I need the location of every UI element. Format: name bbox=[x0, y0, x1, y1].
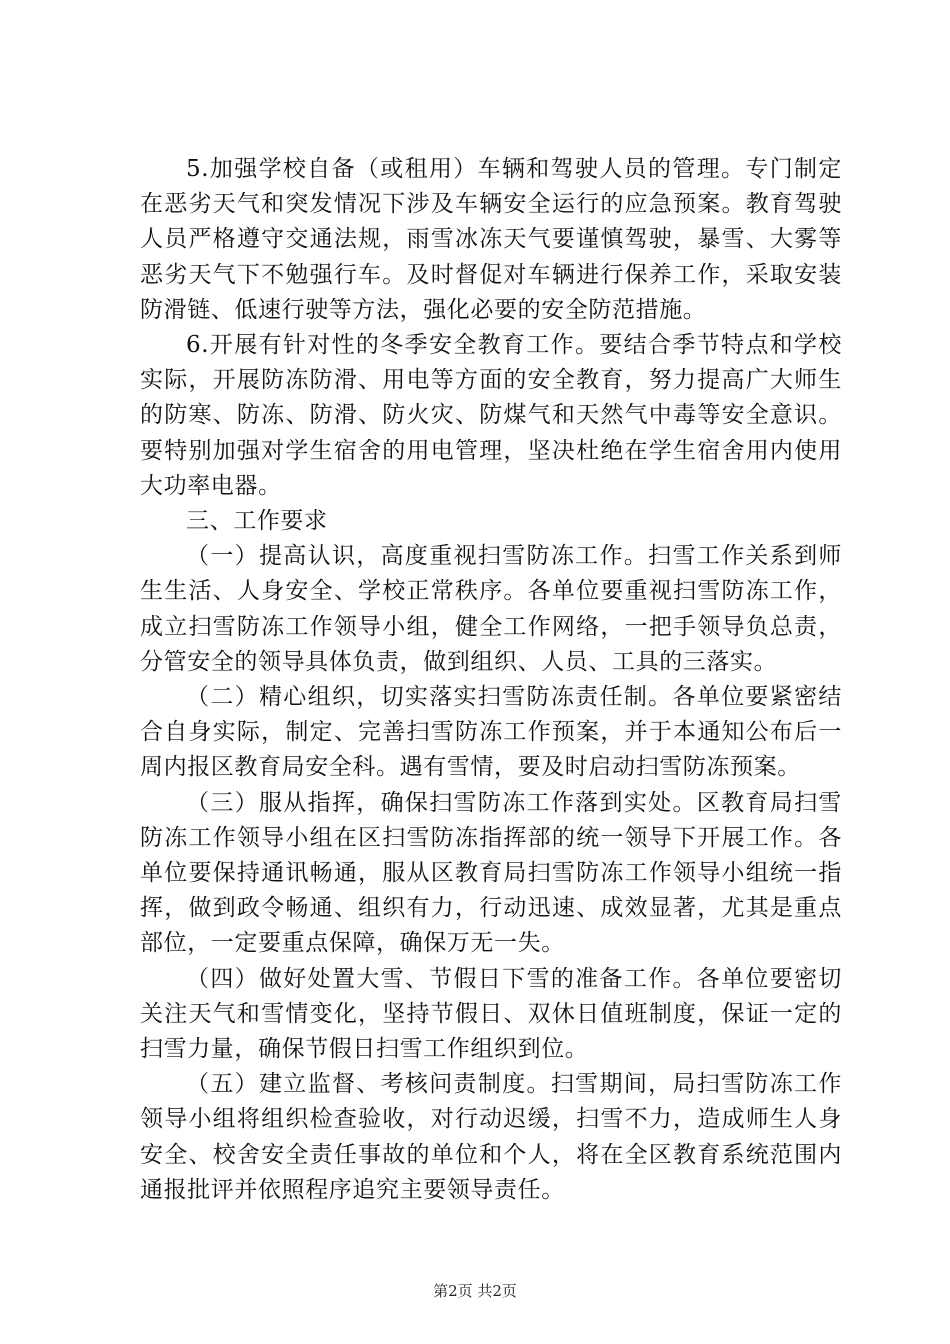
section-heading-work-requirements: 三、工作要求 bbox=[186, 508, 328, 535]
paragraph-requirement-4: （四）做好处置大雪、节假日下雪的准备工作。各单位要密切关注天气和雪情变化，坚持节假日、双休日值班制度，保证一定的扫雪力量，确保节假日扫雪工作组织到位。 bbox=[140, 965, 842, 1063]
paragraph-requirement-1: （一）提高认识，高度重视扫雪防冻工作。扫雪工作关系到师生生活、人身安全、学校正常秩序。各单位要重视扫雪防冻工作，成立扫雪防冻工作领导小组，健全工作网络，一把手领导负总责，分管安全的领导具体负责，做到组织、人员、工具的三落实。 bbox=[140, 543, 842, 675]
paragraph-winter-safety-education: 6.开展有针对性的冬季安全教育工作。要结合季节特点和学校实际，开展防冻防滑、用电等方面的安全教育，努力提高广大师生的防寒、防冻、防滑、防火灾、防煤气和天然气中毒等安全意识。要特别加强对学生宿舍的用电管理，坚决杜绝在学生宿舍用内使用大功率电器。 bbox=[140, 332, 842, 499]
document-body bbox=[140, 152, 842, 1208]
paragraph-vehicle-management: 5.加强学校自备（或租用）车辆和驾驶人员的管理。专门制定在恶劣天气和突发情况下涉及车辆安全运行的应急预案。教育驾驶人员严格遵守交通法规，雨雪冰冻天气要谨慎驾驶，暴雪、大雾等恶劣天气下不勉强行车。及时督促对车辆进行保养工作，采取安装防滑链、低速行驶等方法，强化必要的安全防范措施。 bbox=[140, 156, 842, 323]
paragraph-requirement-3: （三）服从指挥，确保扫雪防冻工作落到实处。区教育局扫雪防冻工作领导小组在区扫雪防冻指挥部的统一领导下开展工作。各单位要保持通讯畅通，服从区教育局扫雪防冻工作领导小组统一指挥，做到政令畅通、组织有力，行动迅速、成效显著，尤其是重点部位，一定要重点保障，确保万无一失。 bbox=[140, 789, 842, 957]
page-number-footer: 第2页 共2页 bbox=[433, 1282, 517, 1300]
paragraph-requirement-5: （五）建立监督、考核问责制度。扫雪期间，局扫雪防冻工作领导小组将组织检查验收，对行动迟缓，扫雪不力，造成师生人身安全、校舍安全责任事故的单位和个人，将在全区教育系统范围内通报批评并依照程序追究主要领导责任。 bbox=[140, 1071, 842, 1203]
paragraph-requirement-2: （二）精心组织，切实落实扫雪防冻责任制。各单位要紧密结合自身实际，制定、完善扫雪防冻工作预案，并于本通知公布后一周内报区教育局安全科。遇有雪情，要及时启动扫雪防冻预案。 bbox=[140, 684, 842, 781]
